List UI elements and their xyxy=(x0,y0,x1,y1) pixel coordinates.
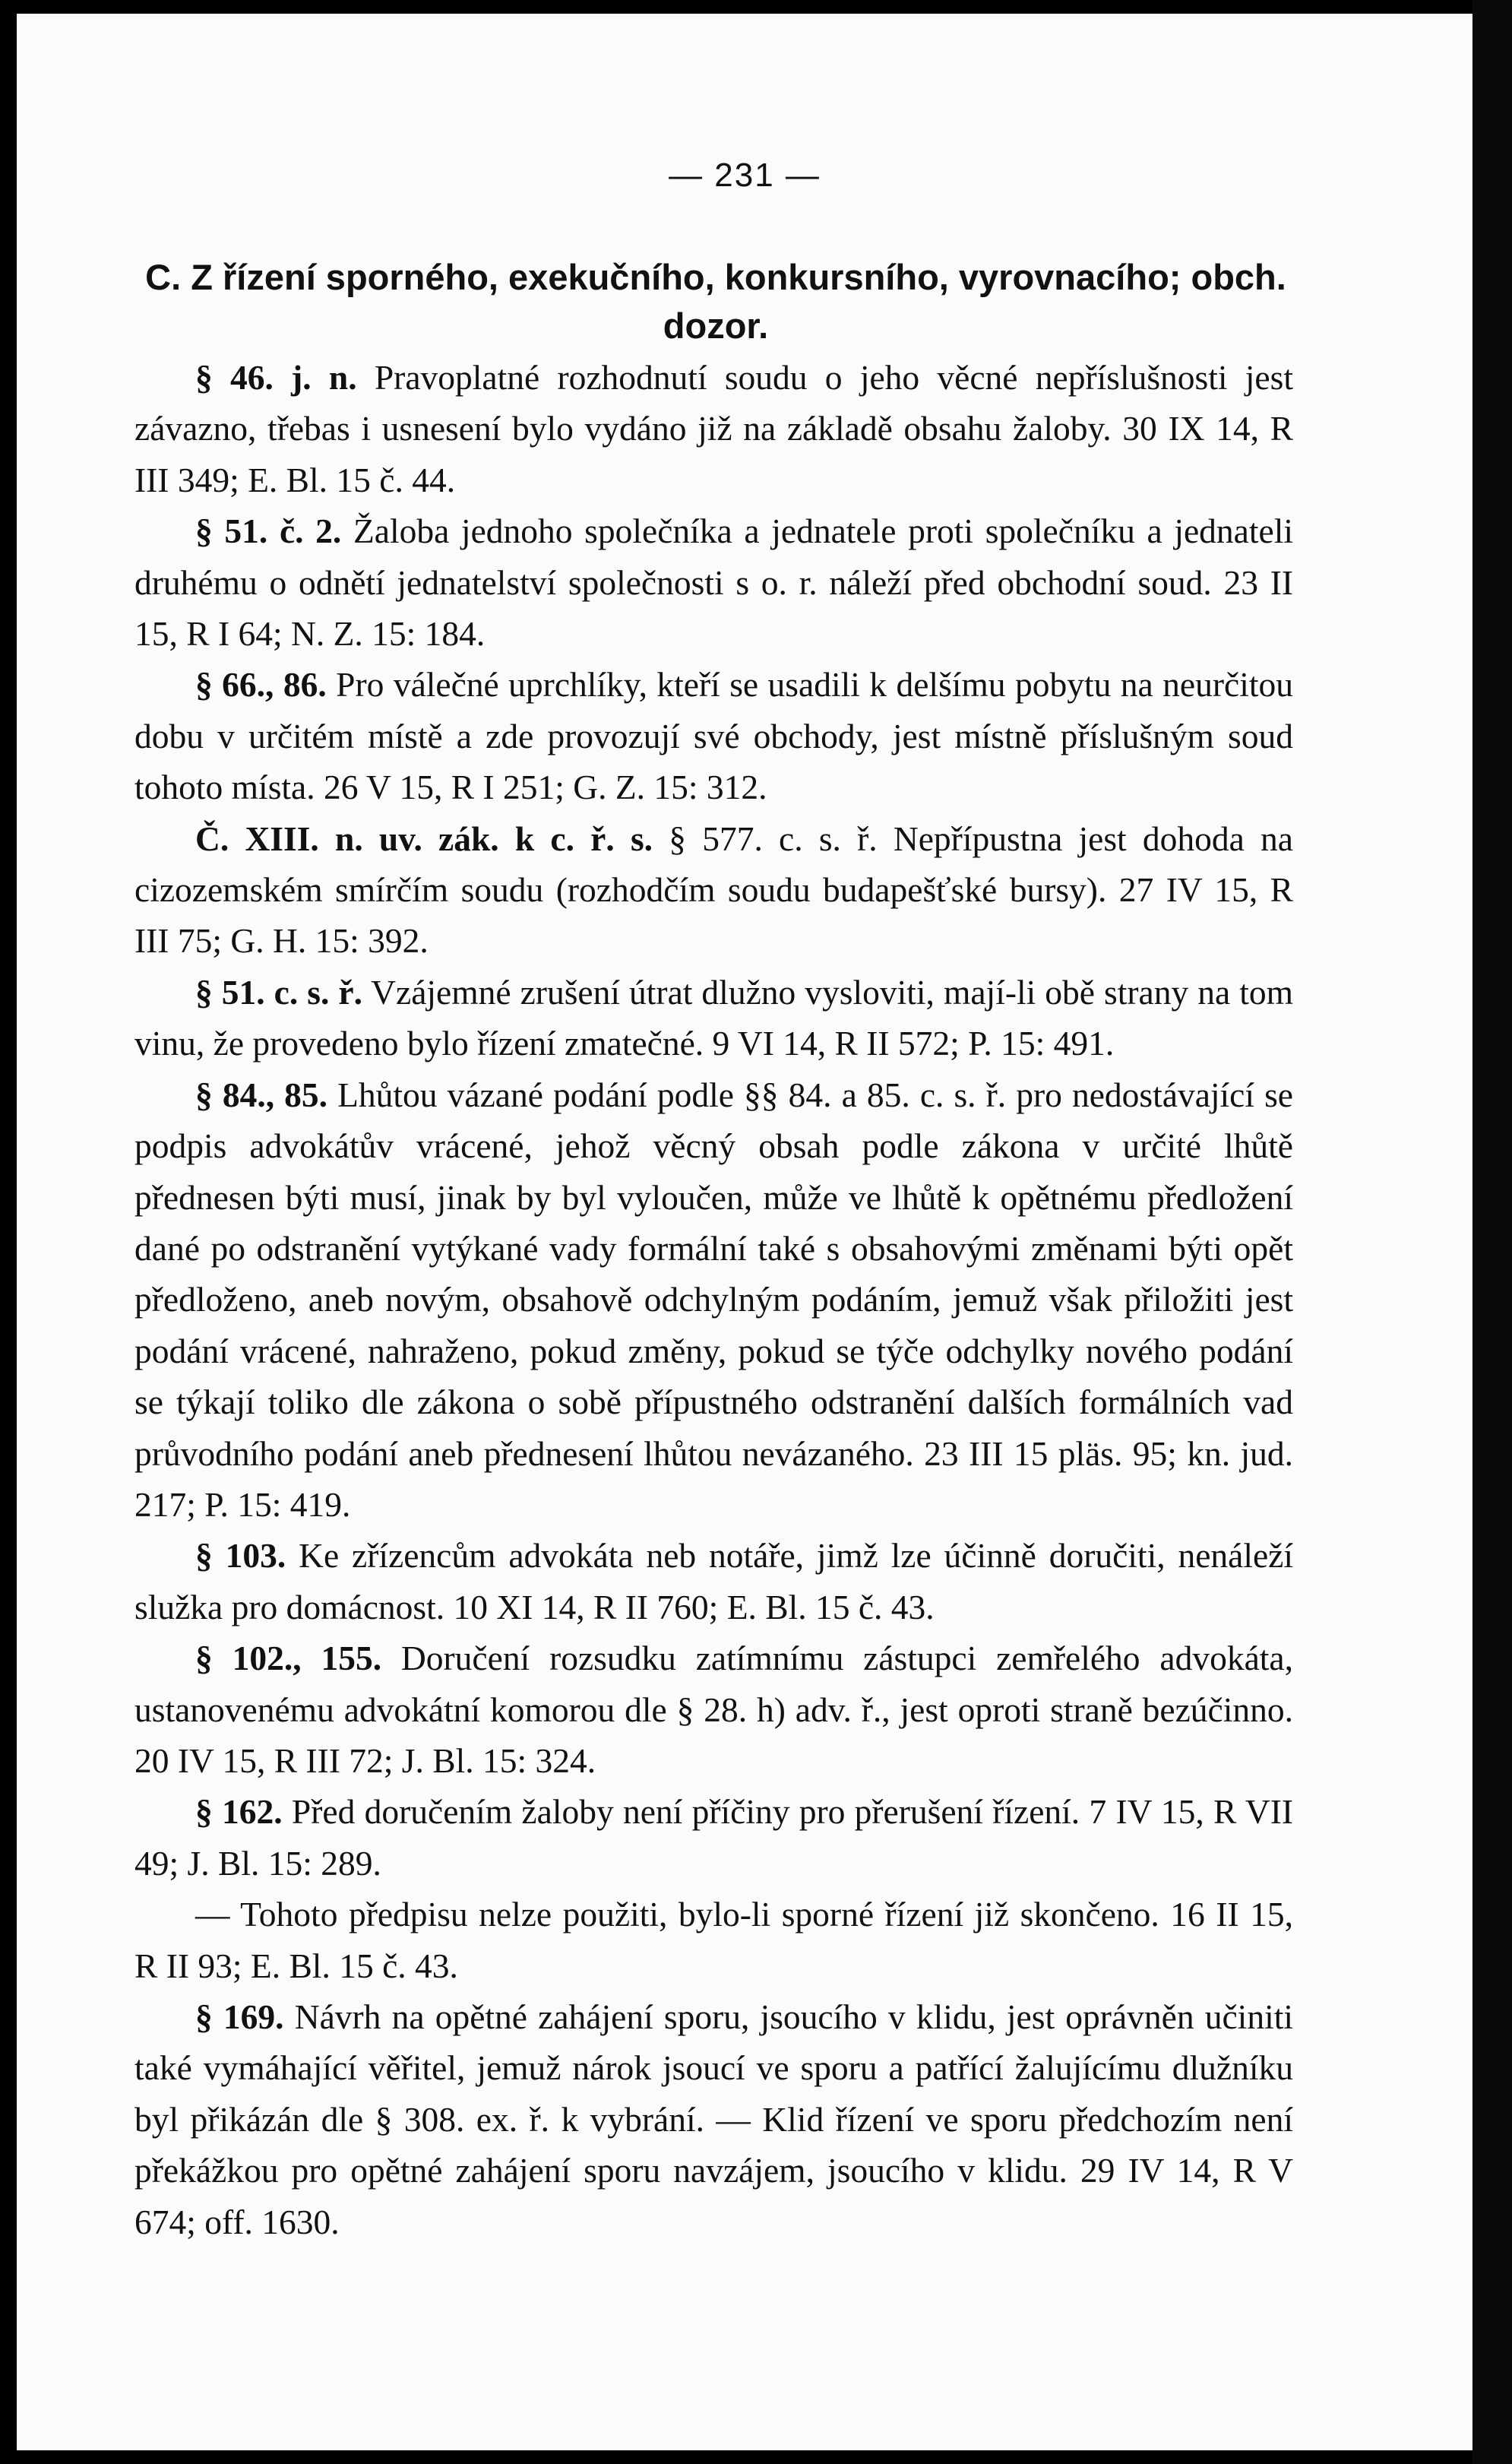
paragraph-reference: § 162. xyxy=(195,1792,283,1832)
paragraph-reference: § 102., 155. xyxy=(195,1639,382,1678)
paragraph xyxy=(134,1786,1293,1889)
paragraph-text: Vzájemné zrušení útrat dlužno vysloviti, mají-li obě strany na tom vinu, že provedeno bylo řízení zmatečné. 9 VI 14, R II 572; P. 15: 491. xyxy=(134,972,1293,1063)
paragraph xyxy=(134,1530,1293,1633)
paragraph-reference: § 51. č. 2. xyxy=(195,511,342,551)
paragraph-text: Pravoplatné rozhodnutí soudu o jeho věcné nepříslušnosti jest závazno, třebas i usnesení bylo vydáno již na základě obsahu žaloby. 30 IX 14, R III 349; E. Bl. 15 č. 44. xyxy=(134,358,1293,499)
paragraph-text: Pro válečné uprchlíky, kteří se usadili k delšímu pobytu na neurčitou dobu v určitém místě a zde provozují své obchody, jest místně příslušným soud tohoto místa. 26 V 15, R I 251; G. Z. 15: 312. xyxy=(134,665,1294,807)
paragraph-reference: § 46. j. n. xyxy=(195,358,357,397)
paragraph-text: § 577. c. s. ř. Nepřípustna jest dohoda na cizozemském smírčím soudu (rozhodčím soudu budapešťské bursy). 27 IV 15, R III 75; G. H. 15: 392. xyxy=(134,819,1293,961)
paragraph xyxy=(134,1069,1293,1531)
paragraph-text: Před doručením žaloby není příčiny pro přerušení řízení. 7 IV 15, R VII 49; J. Bl. 15: 289. xyxy=(134,1792,1294,1883)
paragraph xyxy=(134,813,1293,967)
paragraph-reference: § 84., 85. xyxy=(195,1075,328,1114)
paragraph xyxy=(134,1991,1293,2247)
page-body xyxy=(134,352,1293,2247)
paragraph-reference: § 51. c. s. ř. xyxy=(195,972,362,1012)
scan-border xyxy=(1472,0,1512,2464)
paragraph-text: Ke zřízencům advokáta neb notáře, jimž lze účinně doručiti, nenáleží služka pro domácnost. 10 XI 14, R II 760; E. Bl. 15 č. 43. xyxy=(134,1536,1294,1626)
paragraph xyxy=(134,967,1293,1069)
paragraph-text: Žaloba jednoho společníka a jednatele proti společníku a jednateli druhému o odnětí jednatelství společnosti s o. r. náleží před obchodní soud. 23 II 15, R I 64; N. Z. 15: 184. xyxy=(134,511,1293,654)
page-number: — 231 — xyxy=(669,157,821,194)
section-heading: C. Z řízení sporného, exekučního, konkursního, vyrovnacího; obch. dozor. xyxy=(145,257,1286,346)
paragraph-text: Doručení rozsudku zatímnímu zástupci zemřelého advokáta, ustanovenému advokátní komorou dle § 28. h) adv. ř., jest oproti straně bezúčinno. 20 IV 15, R III 72; J. Bl. 15: 324. xyxy=(134,1639,1293,1780)
paragraph-text: Návrh na opětné zahájení sporu, jsoucího v klidu, jest oprávněn učiniti také vymáhající věřitel, jemuž nárok jsoucí ve sporu a patřící žalujícímu dlužníku byl přikázán dle § 308. ex. ř. k vybrání. — Klid řízení ve sporu předchozím není překážkou pro opětné zahájení sporu navzájem, jsoucího v klidu. 29 IV 14, R V 674; off. 1630. xyxy=(134,1997,1293,2241)
paragraph xyxy=(134,1633,1293,1786)
book-page xyxy=(17,14,1472,2450)
paragraph xyxy=(134,505,1293,659)
paragraph-reference: § 66., 86. xyxy=(195,665,327,705)
paragraph xyxy=(134,659,1293,812)
paragraph xyxy=(134,352,1293,505)
paragraph xyxy=(134,1889,1293,1991)
paragraph-reference: § 169. xyxy=(195,1997,284,2036)
paragraph-reference: § 103. xyxy=(195,1536,286,1576)
paragraph-text: — Tohoto předpisu nelze použiti, bylo-li sporné řízení již skončeno. 16 II 15, R II 93; E. Bl. 15 č. 43. xyxy=(134,1895,1293,1985)
paragraph-reference: Č. XIII. n. uv. zák. k c. ř. s. xyxy=(195,819,653,858)
paragraph-text: Lhůtou vázané podání podle §§ 84. a 85. c. s. ř. pro nedostávající se podpis advokátův vrácené, jehož věcný obsah podle zákona v určité lhůtě přednesen býti musí, jinak by byl vyloučen, může ve lhůtě k opětnému předložení dané po odstranění vytýkané vady formální také s obsahovými změnami býti opět předloženo, aneb novým, obsahově odchylným podáním, jemuž však přiložiti jest podání vrácené, nahraženo, pokud změny, pokud se týče odchylky nového podání se týkají toliko dle zákona o sobě přípustného odstranění dalších formálních vad průvodního podání aneb přednesení lhůtou nevázaného. 23 III 15 pläs. 95; kn. jud. 217; P. 15: 419. xyxy=(134,1075,1293,1524)
